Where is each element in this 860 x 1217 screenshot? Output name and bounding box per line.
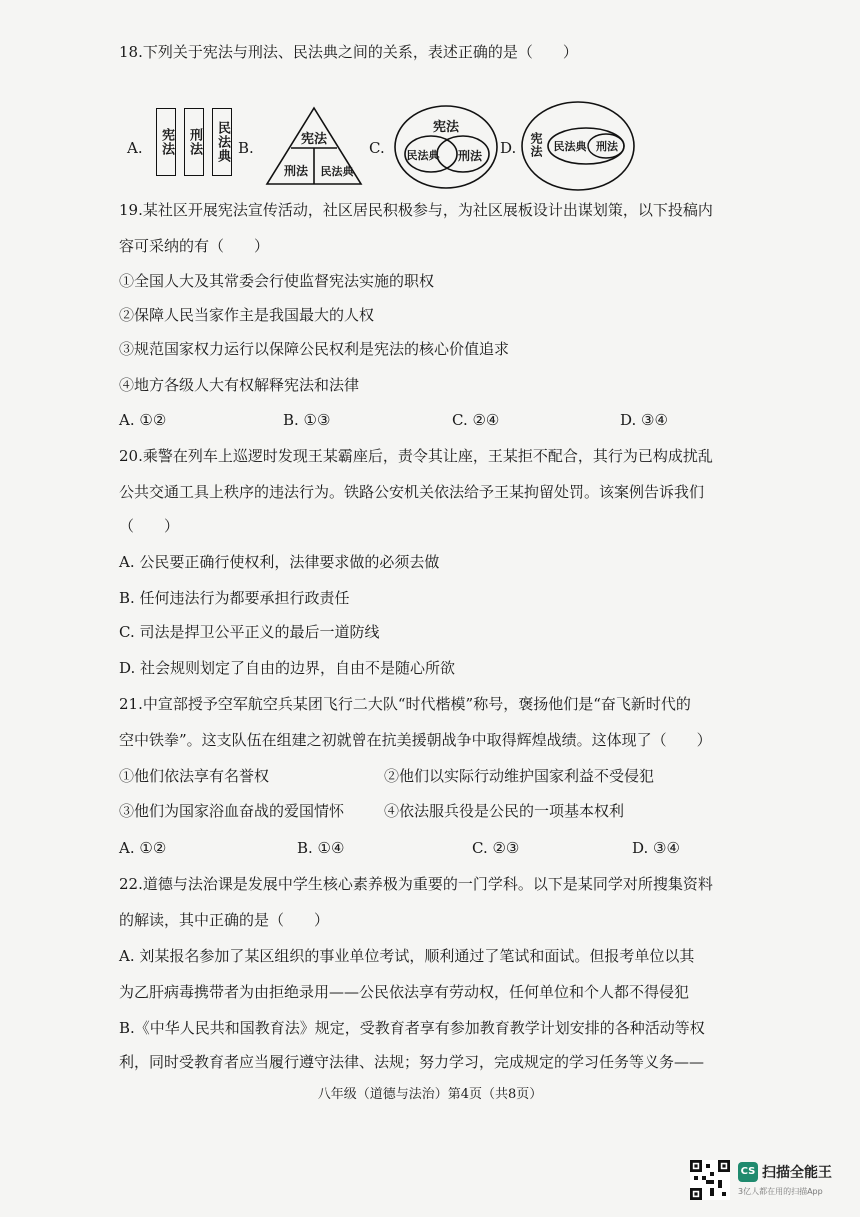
q19-option-c: C. ②④ [452, 411, 500, 429]
q20-stem-2: 公共交通工具上秩序的违法行为。铁路公安机关依法给予王某拘留处罚。该案例告诉我们 [119, 483, 705, 501]
q22-stem-2: 的解读，其中正确的是（ ） [119, 911, 330, 929]
q18-diagram-a [156, 108, 236, 180]
q20-option-d: D. 社会规则划定了自由的边界，自由不是随心所欲 [119, 659, 456, 677]
q21-option-b: B. ①④ [297, 839, 345, 857]
venn-right: 刑法 [457, 149, 482, 163]
q20-stem-3: （ ） [119, 517, 180, 535]
q22-option-b-line-1: B.《中华人民共和国教育法》规定，受教育者享有参加教育教学计划安排的各种活动等权 [119, 1019, 705, 1037]
qr-code-icon [690, 1160, 730, 1200]
q19-option-b: B. ①③ [283, 411, 331, 429]
q18-diagram-c [393, 104, 499, 190]
page-footer: 八年级（道德与法治）第4页（共8页） [317, 1087, 543, 1102]
brand-subtitle: 3亿人都在用的扫描App [738, 1187, 823, 1196]
q21-option-c: C. ②③ [472, 839, 520, 857]
q18-stem: 18.下列关于宪法与刑法、民法典之间的关系，表述正确的是（ ） [119, 43, 578, 61]
q22-option-b-line-2: 利，同时受教育者应当履行遵守法律、法规；努力学习，完成规定的学习任务等义务—— [119, 1053, 705, 1071]
brand-name: 扫描全能王 [762, 1165, 832, 1181]
q18-diagram-d [520, 100, 636, 192]
q22-stem-1: 22.道德与法治课是发展中学生核心素养极为重要的一门学科。以下是某同学对所搜集资料 [119, 875, 713, 893]
q21-item-2: ②他们以实际行动维护国家利益不受侵犯 [384, 767, 655, 785]
q22-option-a-line-2: 为乙肝病毒携带者为由拒绝录用——公民依法享有劳动权，任何单位和个人都不得侵犯 [119, 983, 690, 1001]
pyramid-top: 宪法 [300, 132, 327, 147]
pyramid-left: 刑法 [283, 164, 308, 178]
q19-option-a: A. ①② [119, 411, 167, 429]
q19-item-1: ①全国人大及其常委会行使监督宪法实施的职权 [119, 272, 435, 290]
diagram-a-box-3: 民法典 [212, 108, 232, 176]
q19-stem-2: 容可采纳的有（ ） [119, 237, 270, 255]
q20-option-a: A. 公民要正确行使权利，法律要求做的必须去做 [119, 553, 440, 571]
q21-item-4: ④依法服兵役是公民的一项基本权利 [384, 802, 625, 820]
q20-stem-1: 20.乘警在列车上巡逻时发现王某霸座后，责令其让座，王某拒不配合，其行为已构成扰乱 [119, 447, 713, 465]
q21-option-a: A. ①② [119, 839, 167, 857]
q21-stem-2: 空中铁拳”。这支队伍在组建之初就曾在抗美援朝战争中取得辉煌战绩。这体现了（ ） [119, 731, 712, 749]
q19-item-2: ②保障人民当家作主是我国最大的人权 [119, 306, 375, 324]
q21-stem-1: 21.中宣部授予空军航空兵某团飞行二大队“时代楷模”称号，褒扬他们是“奋飞新时代的 [119, 695, 691, 713]
q20-option-c: C. 司法是捍卫公平正义的最后一道防线 [119, 623, 380, 641]
camscanner-logo-icon: CS [738, 1162, 758, 1182]
q19-item-3: ③规范国家权力运行以保障公民权利是宪法的核心价值追求 [119, 340, 510, 358]
nested-mid: 民法典 [553, 140, 587, 153]
diagram-a-box-1: 宪法 [156, 108, 176, 176]
q19-stem-1: 19.某社区开展宪法宣传活动，社区居民积极参与，为社区展板设计出谋划策，以下投稿内 [119, 201, 713, 219]
q18-label-b: B. [238, 139, 254, 157]
q18-label-d: D. [500, 139, 517, 157]
q21-item-1: ①他们依法享有名誉权 [119, 767, 270, 785]
q21-option-d: D. ③④ [632, 839, 680, 857]
venn-left: 民法典 [406, 149, 440, 162]
nested-inner: 刑法 [596, 140, 618, 153]
diagram-a-box-2: 刑法 [184, 108, 204, 176]
nested-outer: 宪法 [529, 132, 543, 158]
q18-label-a: A. [127, 139, 143, 157]
q19-item-4: ④地方各级人大有权解释宪法和法律 [119, 376, 360, 394]
q18-diagram-b [264, 106, 364, 188]
venn-outer: 宪法 [432, 120, 459, 135]
q22-option-a-line-1: A. 刘某报名参加了某区组织的事业单位考试，顺利通过了笔试和面试。但报考单位以其 [119, 947, 695, 965]
q20-option-b: B. 任何违法行为都要承担行政责任 [119, 589, 350, 607]
q19-option-d: D. ③④ [620, 411, 668, 429]
q21-item-3: ③他们为国家浴血奋战的爱国情怀 [119, 802, 345, 820]
pyramid-right: 民法典 [320, 165, 354, 178]
q18-label-c: C. [369, 139, 385, 157]
